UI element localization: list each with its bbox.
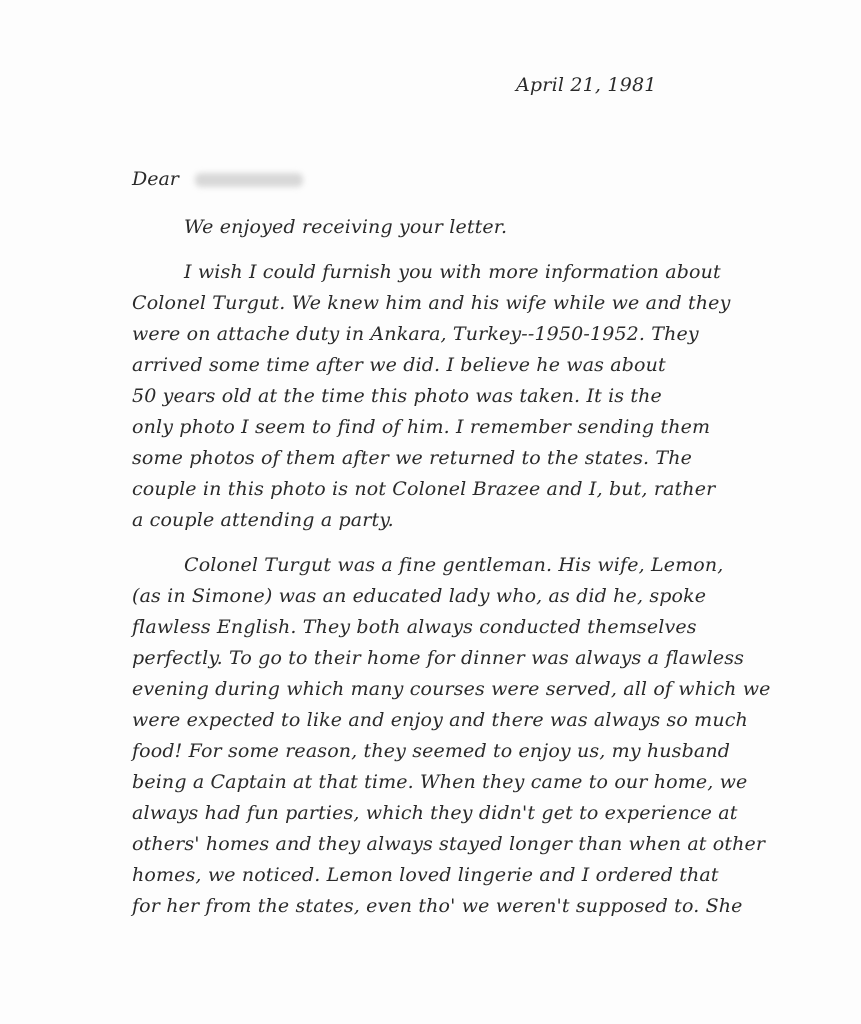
paragraph-3-line-5: evening during which many courses were served, all of which we bbox=[132, 678, 771, 700]
salutation bbox=[132, 168, 303, 190]
paragraph-3-line-4: perfectly. To go to their home for dinner was always a flawless bbox=[132, 647, 745, 669]
paragraph-3-line-7: food! For some reason, they seemed to enjoy us, my husband bbox=[132, 740, 731, 762]
paragraph-3-line-11: homes, we noticed. Lemon loved lingerie and I ordered that bbox=[132, 864, 719, 886]
paragraph-3-line-6: were expected to like and enjoy and there was always so much bbox=[132, 709, 748, 731]
paragraph-2-line-4: arrived some time after we did. I believe he was about bbox=[132, 354, 666, 376]
paragraph-3-line-1: Colonel Turgut was a fine gentleman. His wife, Lemon, bbox=[184, 554, 724, 576]
paragraph-2-line-8: couple in this photo is not Colonel Brazee and I, but, rather bbox=[132, 478, 716, 500]
letter-body bbox=[132, 212, 837, 922]
paragraph-3-line-9: always had fun parties, which they didn't get to experience at bbox=[132, 802, 738, 824]
paragraph-2-line-2: Colonel Turgut. We knew him and his wife while we and they bbox=[132, 292, 731, 314]
paragraph-2-line-1: I wish I could furnish you with more information about bbox=[184, 261, 721, 283]
paragraph-3-line-12: for her from the states, even tho' we weren't supposed to. She bbox=[132, 895, 743, 917]
paragraph-1-line-1: We enjoyed receiving your letter. bbox=[184, 216, 508, 238]
paragraph-2-line-7: some photos of them after we returned to the states. The bbox=[132, 447, 692, 469]
paragraph-2-line-9: a couple attending a party. bbox=[132, 509, 394, 531]
paragraph-3-line-10: others' homes and they always stayed longer than when at other bbox=[132, 833, 766, 855]
paragraph-2-line-5: 50 years old at the time this photo was taken. It is the bbox=[132, 385, 662, 407]
salutation-greeting: Dear bbox=[132, 168, 179, 190]
letter-date: April 21, 1981 bbox=[516, 74, 657, 96]
paragraph-3-line-8: being a Captain at that time. When they came to our home, we bbox=[132, 771, 748, 793]
paragraph-2-line-3: were on attache duty in Ankara, Turkey--1950-1952. They bbox=[132, 323, 699, 345]
paragraph-2-line-6: only photo I seem to find of him. I remember sending them bbox=[132, 416, 711, 438]
paragraph-3-line-3: flawless English. They both always conducted themselves bbox=[132, 616, 697, 638]
paragraph-3-line-2: (as in Simone) was an educated lady who, as did he, spoke bbox=[132, 585, 707, 607]
redacted-name bbox=[195, 173, 303, 187]
